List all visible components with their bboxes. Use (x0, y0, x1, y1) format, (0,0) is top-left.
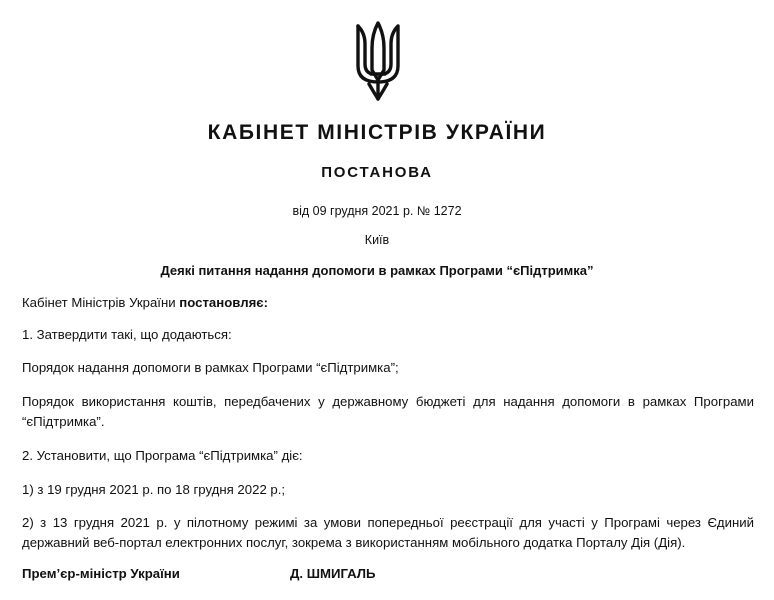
trident-icon (352, 20, 404, 102)
act-city: Київ (364, 233, 390, 247)
signatory-position: Прем’єр-міністр України (22, 566, 180, 581)
preamble-bold: постановляє: (179, 295, 268, 310)
preamble-text: Кабінет Міністрів України (22, 295, 180, 310)
paragraph-item-2-2: 2) з 13 грудня 2021 р. у пілотному режимі за умови попередньої реєстрації для участі у Програмі через Єдиний державний веб-портал електронних послуг, зокрема з використанням мобільного додатка Порталу Дія (Дія). (22, 515, 754, 550)
paragraph-item-1-b: Порядок використання коштів, передбачених у державному бюджеті для надання допомоги в рамках Програми “єПідтримка”. (22, 394, 754, 429)
act-type-title: ПОСТАНОВА (321, 164, 433, 181)
paragraph-item-1: 1. Затвердити такі, що додаються: (22, 327, 232, 342)
signature-row (22, 566, 754, 586)
signatory-name: Д. ШМИГАЛЬ (290, 566, 376, 581)
paragraph-item-2-1: 1) з 19 грудня 2021 р. по 18 грудня 2022 р.; (22, 482, 286, 497)
paragraph-item-1-a: Порядок надання допомоги в рамках Програми “єПідтримка”; (22, 360, 399, 375)
preamble-paragraph (22, 293, 754, 313)
paragraph-item-2: 2. Установити, що Програма “єПідтримка” діє: (22, 448, 303, 463)
act-date-number: від 09 грудня 2021 р. № 1272 (292, 204, 462, 218)
act-subject: Деякі питання надання допомоги в рамках Програми “єПідтримка” (160, 263, 594, 278)
organization-title: КАБІНЕТ МІНІСТРІВ УКРАЇНИ (207, 121, 547, 144)
